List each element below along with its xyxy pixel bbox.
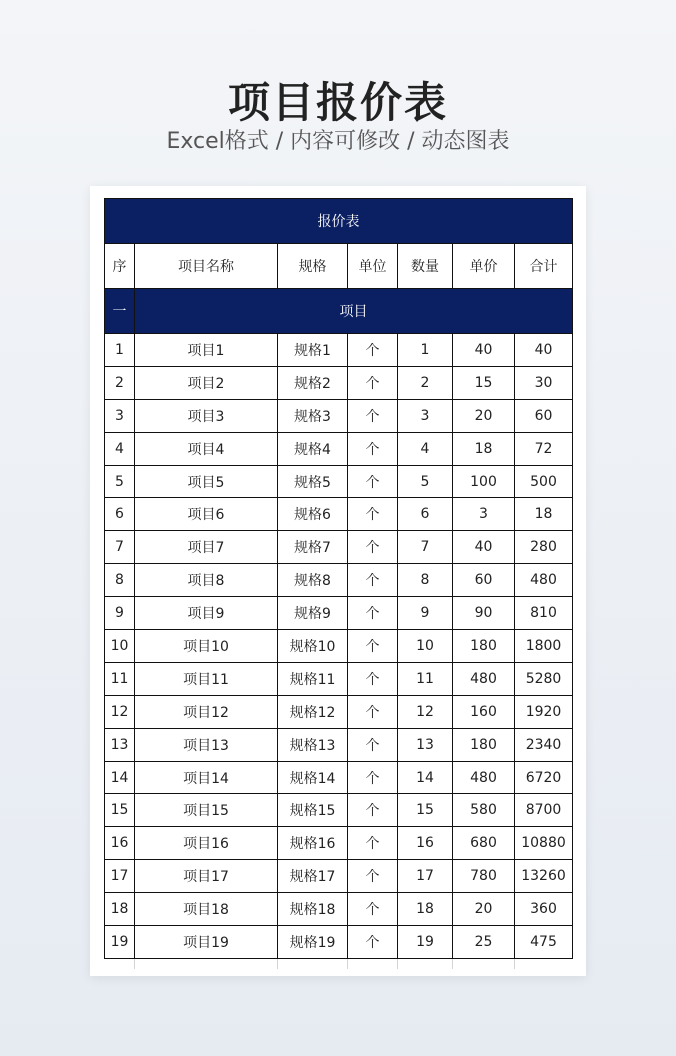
index-cell[interactable]: 19 [105,926,135,959]
index-cell[interactable]: 11 [105,662,135,695]
quantity-cell[interactable]: 3 [398,399,453,432]
grid-continuation [104,959,572,969]
name-cell[interactable]: 项目11 [135,662,278,695]
quantity-cell[interactable]: 15 [398,794,453,827]
quantity-cell[interactable]: 1 [398,334,453,367]
spec-cell[interactable]: 规格3 [278,399,348,432]
name-cell[interactable]: 项目5 [135,465,278,498]
unit-price-cell[interactable]: 15 [453,366,515,399]
total-cell[interactable]: 10880 [515,827,573,860]
unit-price-cell[interactable]: 780 [453,860,515,893]
table-row [105,531,573,564]
unit-price-cell[interactable]: 180 [453,630,515,663]
grid-line [397,959,398,969]
unit-cell[interactable]: 个 [348,531,398,564]
total-cell[interactable]: 30 [515,366,573,399]
quantity-cell[interactable]: 18 [398,893,453,926]
name-cell[interactable]: 项目3 [135,399,278,432]
name-cell[interactable]: 项目7 [135,531,278,564]
quantity-cell[interactable]: 7 [398,531,453,564]
table-row [105,630,573,663]
index-cell[interactable]: 12 [105,695,135,728]
unit-cell[interactable]: 个 [348,695,398,728]
table-row [105,794,573,827]
name-cell[interactable]: 项目1 [135,334,278,367]
name-cell[interactable]: 项目13 [135,728,278,761]
page-title: 项目报价表 [227,78,448,127]
index-cell[interactable]: 1 [105,334,135,367]
index-cell[interactable]: 6 [105,498,135,531]
column-header-unit-price[interactable]: 单价 [453,244,515,289]
quantity-cell[interactable]: 8 [398,564,453,597]
unit-cell[interactable]: 个 [348,498,398,531]
spec-cell[interactable]: 规格9 [278,597,348,630]
total-cell[interactable]: 1800 [515,630,573,663]
index-cell[interactable]: 5 [105,465,135,498]
total-cell[interactable]: 6720 [515,761,573,794]
unit-cell[interactable]: 个 [348,465,398,498]
total-cell[interactable]: 475 [515,926,573,959]
quote-table [104,198,573,959]
unit-price-cell[interactable]: 40 [453,531,515,564]
total-cell[interactable]: 40 [515,334,573,367]
unit-price-cell[interactable]: 180 [453,728,515,761]
unit-cell[interactable]: 个 [348,334,398,367]
name-cell[interactable]: 项目16 [135,827,278,860]
spec-cell[interactable]: 规格11 [278,662,348,695]
index-cell[interactable]: 8 [105,564,135,597]
spec-cell[interactable]: 规格19 [278,926,348,959]
section-index[interactable]: 一 [105,289,135,334]
spec-cell[interactable]: 规格18 [278,893,348,926]
name-cell[interactable]: 项目2 [135,366,278,399]
unit-price-cell[interactable]: 480 [453,761,515,794]
name-cell[interactable]: 项目15 [135,794,278,827]
unit-price-cell[interactable]: 20 [453,399,515,432]
total-cell[interactable]: 72 [515,432,573,465]
spec-cell[interactable]: 规格7 [278,531,348,564]
index-cell[interactable]: 14 [105,761,135,794]
quantity-cell[interactable]: 2 [398,366,453,399]
total-cell[interactable]: 8700 [515,794,573,827]
spec-cell[interactable]: 规格8 [278,564,348,597]
unit-cell[interactable]: 个 [348,399,398,432]
table-row [105,366,573,399]
index-cell[interactable]: 4 [105,432,135,465]
table-row [105,662,573,695]
table-row [105,564,573,597]
index-cell[interactable]: 16 [105,827,135,860]
name-cell[interactable]: 项目19 [135,926,278,959]
index-cell[interactable]: 10 [105,630,135,663]
spec-cell[interactable]: 规格17 [278,860,348,893]
name-cell[interactable]: 项目18 [135,893,278,926]
unit-cell[interactable]: 个 [348,662,398,695]
quantity-cell[interactable]: 6 [398,498,453,531]
unit-price-cell[interactable]: 3 [453,498,515,531]
total-cell[interactable]: 280 [515,531,573,564]
unit-price-cell[interactable]: 580 [453,794,515,827]
unit-cell[interactable]: 个 [348,860,398,893]
name-cell[interactable]: 项目4 [135,432,278,465]
grid-line [452,959,453,969]
table-row [105,432,573,465]
unit-cell[interactable]: 个 [348,366,398,399]
spec-cell[interactable]: 规格12 [278,695,348,728]
total-cell[interactable]: 18 [515,498,573,531]
spec-cell[interactable]: 规格6 [278,498,348,531]
table-row [105,597,573,630]
table-title-row [105,199,573,244]
table-row [105,695,573,728]
unit-cell[interactable]: 个 [348,761,398,794]
unit-price-cell[interactable]: 18 [453,432,515,465]
spec-cell[interactable]: 规格2 [278,366,348,399]
name-cell[interactable]: 项目14 [135,761,278,794]
unit-cell[interactable]: 个 [348,728,398,761]
quantity-cell[interactable]: 19 [398,926,453,959]
total-cell[interactable]: 360 [515,893,573,926]
unit-price-cell[interactable]: 680 [453,827,515,860]
quantity-cell[interactable]: 13 [398,728,453,761]
total-cell[interactable]: 500 [515,465,573,498]
grid-line [134,959,135,969]
index-cell[interactable]: 17 [105,860,135,893]
name-cell[interactable]: 项目9 [135,597,278,630]
section-row [105,289,573,334]
unit-price-cell[interactable]: 20 [453,893,515,926]
unit-cell[interactable]: 个 [348,630,398,663]
name-cell[interactable]: 项目8 [135,564,278,597]
table-row [105,498,573,531]
unit-cell[interactable]: 个 [348,827,398,860]
total-cell[interactable]: 810 [515,597,573,630]
spec-cell[interactable]: 规格15 [278,794,348,827]
quantity-cell[interactable]: 16 [398,827,453,860]
name-cell[interactable]: 项目10 [135,630,278,663]
spec-cell[interactable]: 规格14 [278,761,348,794]
unit-price-cell[interactable]: 160 [453,695,515,728]
total-cell[interactable]: 5280 [515,662,573,695]
unit-cell[interactable]: 个 [348,794,398,827]
unit-cell[interactable]: 个 [348,926,398,959]
table-row [105,827,573,860]
table-row [105,860,573,893]
grid-line [514,959,515,969]
table-title[interactable]: 报价表 [105,199,573,244]
spreadsheet-sheet [90,186,586,976]
unit-cell[interactable]: 个 [348,893,398,926]
quantity-cell[interactable]: 4 [398,432,453,465]
unit-price-cell[interactable]: 60 [453,564,515,597]
name-cell[interactable]: 项目17 [135,860,278,893]
table-row [105,893,573,926]
section-label[interactable]: 项目 [135,289,573,334]
column-header-row [105,244,573,289]
quantity-cell[interactable]: 11 [398,662,453,695]
quantity-cell[interactable]: 5 [398,465,453,498]
spec-cell[interactable]: 规格5 [278,465,348,498]
quantity-cell[interactable]: 17 [398,860,453,893]
grid-line [277,959,278,969]
total-cell[interactable]: 1920 [515,695,573,728]
column-header-name[interactable]: 项目名称 [135,244,278,289]
column-header-unit[interactable]: 单位 [348,244,398,289]
column-header-quantity[interactable]: 数量 [398,244,453,289]
table-row [105,926,573,959]
index-cell[interactable]: 15 [105,794,135,827]
spec-cell[interactable]: 规格16 [278,827,348,860]
table-row [105,728,573,761]
column-header-spec[interactable]: 规格 [278,244,348,289]
total-cell[interactable]: 60 [515,399,573,432]
index-cell[interactable]: 18 [105,893,135,926]
unit-price-cell[interactable]: 90 [453,597,515,630]
table-row [105,399,573,432]
total-cell[interactable]: 480 [515,564,573,597]
column-header-total[interactable]: 合计 [515,244,573,289]
index-cell[interactable]: 9 [105,597,135,630]
table-row [105,334,573,367]
unit-cell[interactable]: 个 [348,432,398,465]
grid-line [347,959,348,969]
index-cell[interactable]: 13 [105,728,135,761]
quantity-cell[interactable]: 12 [398,695,453,728]
unit-price-cell[interactable]: 480 [453,662,515,695]
unit-price-cell[interactable]: 40 [453,334,515,367]
name-cell[interactable]: 项目12 [135,695,278,728]
spec-cell[interactable]: 规格10 [278,630,348,663]
unit-cell[interactable]: 个 [348,564,398,597]
name-cell[interactable]: 项目6 [135,498,278,531]
spec-cell[interactable]: 规格1 [278,334,348,367]
unit-cell[interactable]: 个 [348,597,398,630]
quantity-cell[interactable]: 10 [398,630,453,663]
page-subtitle: Excel格式 / 内容可修改 / 动态图表 [166,129,510,154]
table-row [105,465,573,498]
quantity-cell[interactable]: 14 [398,761,453,794]
quantity-cell[interactable]: 9 [398,597,453,630]
spec-cell[interactable]: 规格13 [278,728,348,761]
spec-cell[interactable]: 规格4 [278,432,348,465]
table-row [105,761,573,794]
unit-price-cell[interactable]: 100 [453,465,515,498]
index-cell[interactable]: 2 [105,366,135,399]
index-cell[interactable]: 7 [105,531,135,564]
unit-price-cell[interactable]: 25 [453,926,515,959]
column-header-index[interactable]: 序 [105,244,135,289]
total-cell[interactable]: 2340 [515,728,573,761]
index-cell[interactable]: 3 [105,399,135,432]
total-cell[interactable]: 13260 [515,860,573,893]
